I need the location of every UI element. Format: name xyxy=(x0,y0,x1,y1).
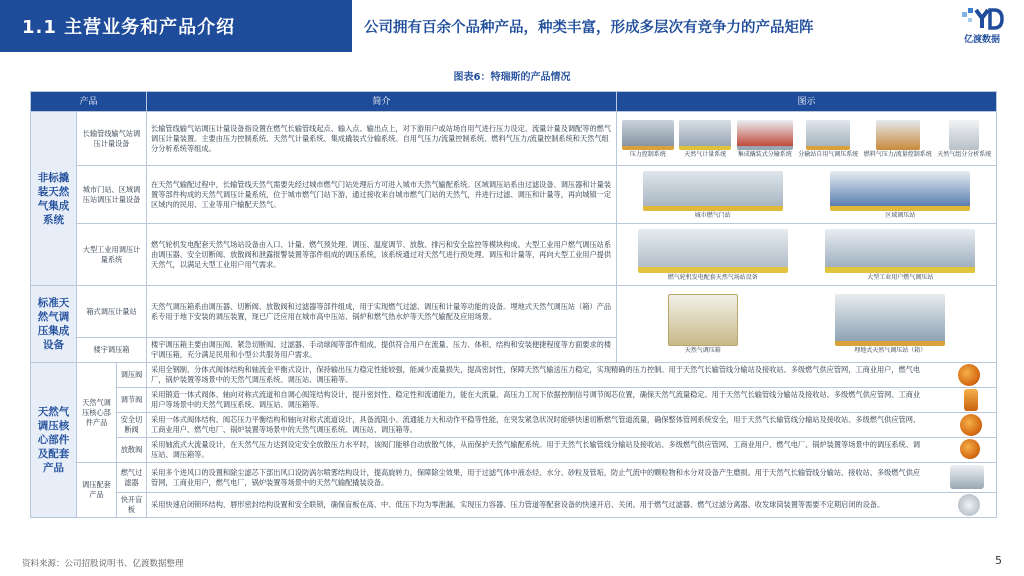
product-desc: 采用一体式阀体结构、阀芯压力平衡结构和轴向对称式流道设计，具备流阻小、流通能力大和动作平稳等性能，在突发紧急状况时能够快速切断燃气管道流量，确保整体管网系统安全，用于天然气长输管线分输站及接收站、多级燃气供应管网、工商业用户、燃气电厂、锅炉装置等场景中的天然气调压系统、调压站、调压箱等。 xyxy=(147,413,997,438)
section-title-bar xyxy=(0,0,352,52)
filter-image xyxy=(950,465,984,489)
product-desc: 采用轴流式大流量设计，在天然气压力达到设定安全放散压力水平时，该阀门能够自动放散气体，从而保护天然气输配系统。用于天然气长输管线分输站及接收站、多级燃气供应管网、工商业用户、燃气电厂、锅炉装置等场景中的调压系统、调压站、调压箱等。 xyxy=(147,438,997,463)
product-name: 大型工业用调压计量系统 xyxy=(77,224,147,286)
product-name: 燃气过滤器 xyxy=(117,463,147,493)
illustration-cell xyxy=(617,286,997,363)
illustration-cell xyxy=(617,112,997,166)
equipment-image: 燃料气压力/流量控制系统 xyxy=(864,120,932,158)
table-header-row xyxy=(31,92,997,112)
product-name: 放散阀 xyxy=(117,438,147,463)
illustration-cell xyxy=(617,224,997,286)
product-desc: 采用快速启闭锁环结构、唇形密封结构设置和安全联锁，确保盲板在高、中、低压下均为零泄漏，实现压力容器、压力管道等配套设备的快速开启、关闭。用于燃气过滤器、燃气过滤分离器、收发球筒装置等需要不定期启闭的设备。 xyxy=(147,493,997,518)
equipment-image: 燃气轮机发电配套天然气场站设备 xyxy=(638,229,788,281)
product-desc: 采用锻造一体式阀体、轴向对称式流道和自调心阀笼结构设计，提升密封性、稳定性和流通能力，能在大流量、高压力工况下依据控制信号调节阀芯位置，确保天然气流量稳定。用于天然气长输管线分输站及接收站、多级燃气供应管网、工商业用户等场景中的天然气调压系统、调压站、调压箱等。 xyxy=(147,388,997,413)
logo-text: 亿渡数据 xyxy=(963,35,1000,45)
slide-subtitle: 公司拥有百余个品种产品，种类丰富，形成多层次有竞争力的产品矩阵 xyxy=(364,19,814,36)
equipment-image: 天然气组分分析系统 xyxy=(937,120,991,158)
valve-image xyxy=(960,439,980,459)
product-name: 箱式调压计量站 xyxy=(77,286,147,338)
equipment-image: 城市燃气门站 xyxy=(643,171,783,219)
product-name: 安全切断阀 xyxy=(117,413,147,438)
product-name: 城市门站、区域调压站调压计量设备 xyxy=(77,166,147,224)
product-desc: 在天然气输配过程中，长输管线天然气需要先经过城市燃气门站处理后方可进入城市天然气输配系统。区域调压站系由过滤设备、调压器和计量装置等部件构成的天然气调压计量系统，位于城市燃气门站下游，通过接收来自城市燃气门站的天然气，并进行过滤、调压和计量等，再向城镇一定区域内的民用、工业等用户输配天然气。 xyxy=(147,166,617,224)
equipment-image: 大型工业用户燃气调压站 xyxy=(825,229,975,281)
subcategory-cell: 天然气调压核心部件产品 xyxy=(77,363,117,463)
subcategory-cell: 调压配套产品 xyxy=(77,463,117,518)
page-number: 5 xyxy=(995,554,1002,567)
product-name: 调节阀 xyxy=(117,388,147,413)
equipment-image: 分输站自用气调压系统 xyxy=(798,120,858,158)
illustration-cell xyxy=(617,166,997,224)
category-cell: 标准天然气调压集成设备 xyxy=(31,286,77,363)
header-product: 产品 xyxy=(31,92,147,112)
product-desc: 采用全钢制、分体式阀体结构和轴流金平衡式设计，保持输出压力稳定性能较强，能减少流量损失，提高密封性，保障天然气输送压力稳定，实现精确的压力控制。用于天然气长输管线分输站及接收站、多级燃气供应管网，工商业用户，燃气电厂，锅炉装置等场景中的天然气调压系统、调压站、调压箱等。 xyxy=(147,363,997,388)
product-name: 楼宇调压箱 xyxy=(77,338,147,363)
equipment-image: 压力控制系统 xyxy=(622,120,674,158)
product-desc: 楼宇调压箱主要由调压阀、紧急切断阀、过滤器、手动球阀等部件组成，提供符合用户在流量、压力、体积、结构和安装便捷程度等方面要求的楼宇调压箱，充分满足民用和小型公共服务用户需求。 xyxy=(147,338,617,363)
table-row xyxy=(31,438,997,463)
valve-image xyxy=(964,389,978,411)
product-name: 长输管线输气站调压计量设备 xyxy=(77,112,147,166)
valve-image xyxy=(960,414,982,436)
header-intro: 简介 xyxy=(147,92,617,112)
equipment-image: 天然气调压箱 xyxy=(668,294,738,354)
logo-mark-icon xyxy=(960,6,1004,32)
product-desc: 采用多个进风口的设置和除尘滤芯下部出风口设防涡尔喷雾结构设计，提高旋转力，保障除尘效果，用于过滤气体中液态烃、水分、砂粒及管垢，防止气流中的颗粒物和水分对设备产生磨损。用于天然气长输管线分输站、接收站、多级燃气供应管网，工商业用户，燃气电厂，锅炉装置等场景中的天然气输配撬装设备。 xyxy=(147,463,997,493)
product-name: 快开盲板 xyxy=(117,493,147,518)
table-row xyxy=(31,286,997,338)
table-row xyxy=(31,224,997,286)
category-cell: 天然气调压核心部件及配套产品 xyxy=(31,363,77,518)
company-logo xyxy=(952,6,1012,46)
table-row xyxy=(31,413,997,438)
figure-title: 图表6：特瑞斯的产品情况 xyxy=(453,72,571,83)
product-desc: 燃气轮机发电配套天然气场站设备由入口、计量、燃气预处理、调压、温度调节、放散、排污和安全监控等模块构成。大型工业用户燃气调压站系由调压器、安全切断阀、放散阀和泄露报警装置等部件组成的调压系统，该系统通过对天然气进行预处理、调压和计量等，再向大型工业用户提供天然气，以满足大型工业用户用气需求。 xyxy=(147,224,617,286)
source-note: 资料来源：公司招股说明书、亿渡数据整理 xyxy=(22,559,184,569)
equipment-image: 天然气计量系统 xyxy=(679,120,731,158)
table-row xyxy=(31,363,997,388)
table-row xyxy=(31,166,997,224)
table-row xyxy=(31,463,997,493)
equipment-image: 集成撬装式分输系统 xyxy=(737,120,793,158)
category-cell: 非标撬装天然气集成系统 xyxy=(31,112,77,286)
header-illustration: 图示 xyxy=(617,92,997,112)
table-row xyxy=(31,493,997,518)
table-row xyxy=(31,112,997,166)
product-name: 调压阀 xyxy=(117,363,147,388)
section-title: 1.1 主营业务和产品介绍 xyxy=(22,17,236,38)
blind-plate-image xyxy=(958,494,980,516)
table-row xyxy=(31,388,997,413)
product-desc: 长输管线输气站调压计量设备指设置在燃气长输管线起点、输入点、输出点上，对下游用户或站场自用气进行压力设定、流量计量及调配等的燃气调压计量装置。主要由压力控制系统、天然气计量系统、集成撬装式分输系统、自用气压力/流量控制系统、燃料气压力/流量控制系统和天然气组分分析系统等组成。 xyxy=(147,112,617,166)
header xyxy=(0,0,1024,52)
subtitle-area xyxy=(352,0,952,52)
equipment-image: 埋地式天然气调压站（箱） xyxy=(835,294,945,354)
product-desc: 天然气调压箱系由调压器、切断阀、放散阀和过滤器等部件组成，用于实现燃气过滤、调压和计量等功能的设备。埋地式天然气调压站（箱）产品系专用于地下安装的调压装置，现已广泛应用在城市高中压站、锅炉和燃气热水炉等天然气输配及应用场景。 xyxy=(147,286,617,338)
valve-image xyxy=(958,364,980,386)
product-table xyxy=(30,91,997,518)
equipment-image: 区域调压站 xyxy=(830,171,970,219)
